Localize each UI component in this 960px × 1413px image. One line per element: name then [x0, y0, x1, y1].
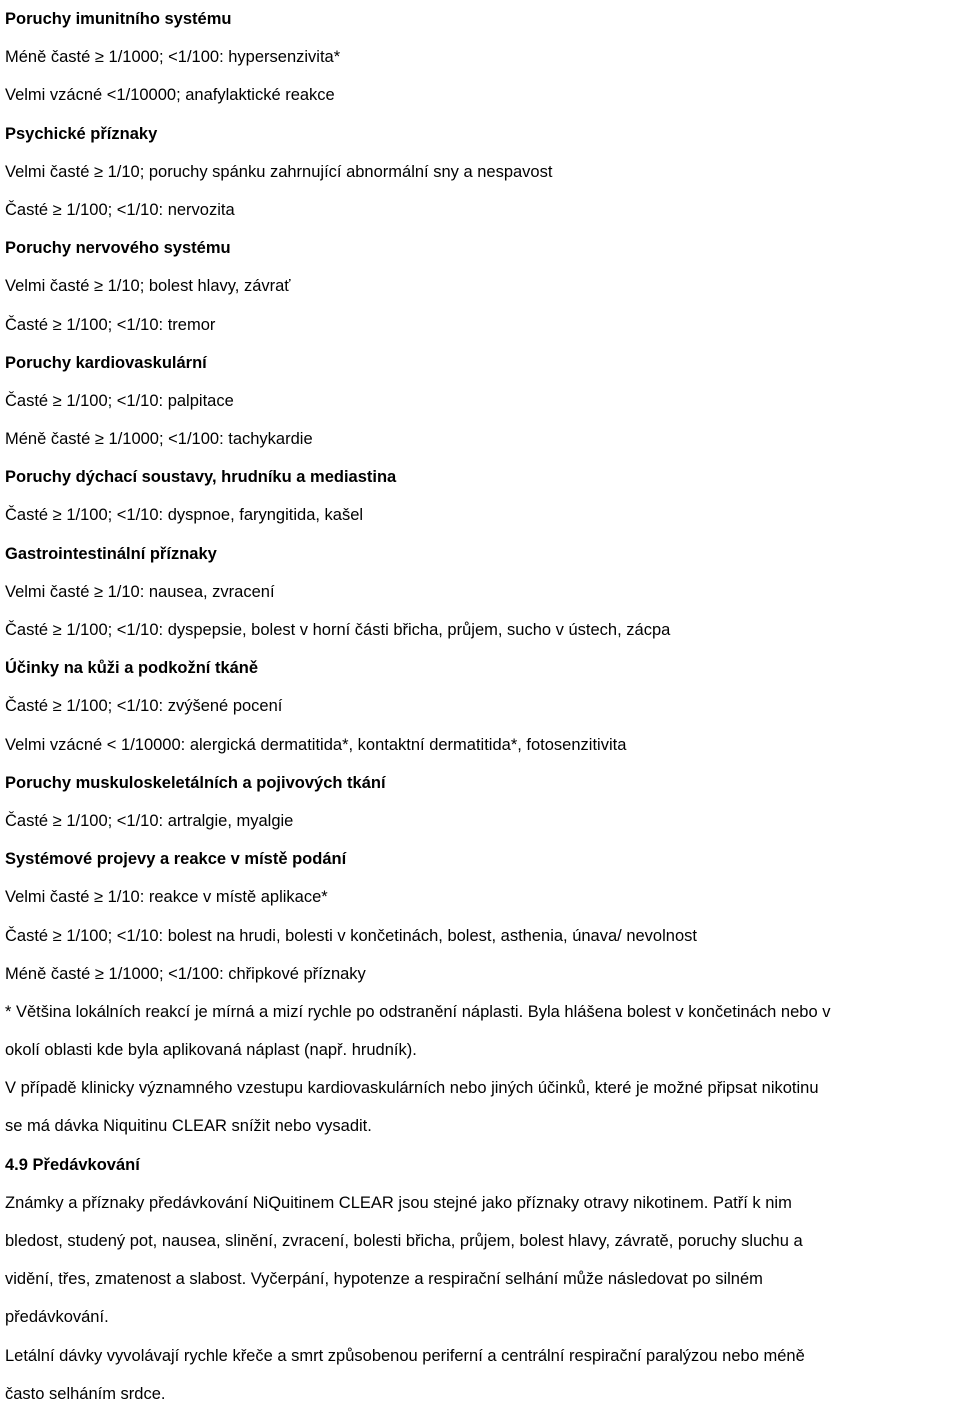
- text-line: Méně časté ≥ 1/1000; <1/100: tachykardie: [5, 430, 313, 449]
- text-line: Časté ≥ 1/100; <1/10: artralgie, myalgie: [5, 811, 294, 830]
- text-line: Velmi časté ≥ 1/10: nausea, zvracení: [5, 582, 275, 601]
- heading-cardiovascular: Poruchy kardiovaskulární: [5, 353, 207, 372]
- text-line: Časté ≥ 1/100; <1/10: bolest na hrudi, bolesti v končetinách, bolest, asthenia, únava/ nevolnost: [5, 926, 697, 945]
- heading-skin: Účinky na kůži a podkožní tkáně: [5, 659, 259, 678]
- text-line: Časté ≥ 1/100; <1/10: palpitace: [5, 391, 234, 410]
- paragraph-line: předávkování.: [5, 1308, 109, 1327]
- text-line: Méně časté ≥ 1/1000; <1/100: hypersenzivita*: [5, 48, 341, 67]
- section-title: 4.9 Předávkování: [5, 1155, 140, 1174]
- lethal-dose-paragraph: [5, 1337, 957, 1413]
- paragraph-line: bledost, studený pot, nausea, slinění, zvracení, bolesti břicha, průjem, bolest hlavy, závratě, poruchy sluchu a: [5, 1232, 803, 1250]
- paragraph-line: * Většina lokálních reakcí je mírná a mizí rychle po odstranění náplasti. Byla hlášena bolest v končetinách nebo v: [5, 1002, 831, 1021]
- text-line: Velmi časté ≥ 1/10: reakce v místě aplikace*: [5, 888, 328, 907]
- heading-nervous-system: Poruchy nervového systému: [5, 239, 231, 258]
- text-line: Méně časté ≥ 1/1000; <1/100: chřipkové příznaky: [5, 964, 366, 983]
- text-line: Velmi časté ≥ 1/10; poruchy spánku zahrnující abnormální sny a nespavost: [5, 162, 553, 181]
- dose-reduction-paragraph: [5, 1069, 957, 1145]
- text-line: Časté ≥ 1/100; <1/10: tremor: [5, 315, 216, 334]
- paragraph-line: se má dávka Niquitinu CLEAR snížit nebo vysadit.: [5, 1117, 372, 1136]
- heading-respiratory: Poruchy dýchací soustavy, hrudníku a mediastina: [5, 468, 397, 487]
- paragraph-line: Známky a příznaky předávkování NiQuitinem CLEAR jsou stejné jako příznaky otravy nikotinem. Patří k nim: [5, 1193, 792, 1212]
- text-line: Časté ≥ 1/100; <1/10: zvýšené pocení: [5, 697, 283, 716]
- text-line: Velmi vzácné < 1/10000: alergická dermatitida*, kontaktní dermatitida*, fotosenzitivita: [5, 735, 627, 754]
- document-page: [5, 0, 957, 1413]
- text-line: Časté ≥ 1/100; <1/10: nervozita: [5, 200, 235, 219]
- heading-gastrointestinal: Gastrointestinální příznaky: [5, 544, 217, 563]
- heading-immune-disorders: Poruchy imunitního systému: [5, 10, 232, 28]
- section-heading-overdose: [5, 1146, 957, 1184]
- paragraph-line: V případě klinicky významného vzestupu kardiovaskulárních nebo jiných účinků, které je možné připsat nikotinu: [5, 1079, 819, 1098]
- text-line: Velmi vzácné <1/10000; anafylaktické reakce: [5, 86, 335, 105]
- text-line: Velmi časté ≥ 1/10; bolest hlavy, závrať: [5, 277, 291, 296]
- paragraph-line: okolí oblasti kde byla aplikovaná náplast (např. hrudník).: [5, 1041, 417, 1060]
- paragraph-line: Letální dávky vyvolávají rychle křeče a smrt způsobenou periferní a centrální respirační paralýzou nebo méně: [5, 1346, 805, 1365]
- overdose-symptoms-paragraph: [5, 1184, 957, 1337]
- heading-psychiatric: Psychické příznaky: [5, 124, 158, 143]
- paragraph-line: často selháním srdce.: [5, 1384, 166, 1403]
- text-line: Časté ≥ 1/100; <1/10: dyspepsie, bolest v horní části břicha, průjem, sucho v ústech, zácpa: [5, 621, 671, 639]
- heading-systemic: Systémové projevy a reakce v místě podání: [5, 850, 347, 869]
- footnote-paragraph: [5, 993, 957, 1069]
- paragraph-line: vidění, třes, zmatenost a slabost. Vyčerpání, hypotenze a respirační selhání může následovat po silném: [5, 1270, 763, 1289]
- text-line: Časté ≥ 1/100; <1/10: dyspnoe, faryngitida, kašel: [5, 506, 364, 525]
- heading-musculoskeletal: Poruchy muskuloskeletálních a pojivových tkání: [5, 773, 386, 792]
